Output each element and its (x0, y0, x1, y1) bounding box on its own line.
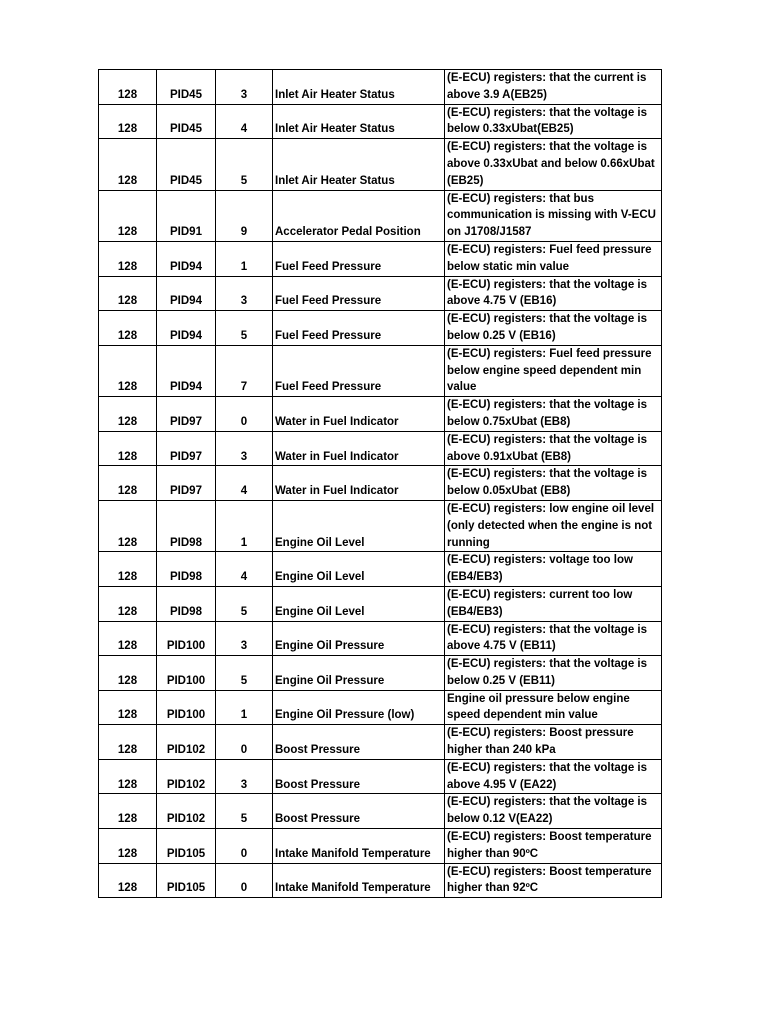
mid-cell: 128 (99, 552, 157, 587)
description-cell: (E-ECU) registers: that the voltage is below 0.25 V (EB11) (445, 656, 662, 691)
fmi-cell: 4 (216, 466, 273, 501)
mid-cell: 128 (99, 311, 157, 346)
table-row (99, 190, 662, 241)
pid-cell: PID100 (157, 621, 216, 656)
description-cell: (E-ECU) registers: that the voltage is above 4.75 V (EB11) (445, 621, 662, 656)
pid-cell: PID98 (157, 552, 216, 587)
mid-cell: 128 (99, 104, 157, 139)
mid-cell: 128 (99, 863, 157, 898)
pid-cell: PID102 (157, 725, 216, 760)
mid-cell: 128 (99, 241, 157, 276)
pid-cell: PID97 (157, 466, 216, 501)
pid-cell: PID100 (157, 656, 216, 691)
mid-cell: 128 (99, 656, 157, 691)
parameter-name-cell: Boost Pressure (273, 725, 445, 760)
pid-cell: PID105 (157, 829, 216, 864)
table-row (99, 725, 662, 760)
parameter-name-cell: Engine Oil Pressure (273, 656, 445, 691)
parameter-name-cell: Engine Oil Pressure (273, 621, 445, 656)
mid-cell: 128 (99, 690, 157, 725)
fmi-cell: 3 (216, 276, 273, 311)
fmi-cell: 3 (216, 431, 273, 466)
pid-cell: PID94 (157, 276, 216, 311)
mid-cell: 128 (99, 725, 157, 760)
pid-cell: PID105 (157, 863, 216, 898)
pid-cell: PID94 (157, 241, 216, 276)
description-cell: (E-ECU) registers: voltage too low (EB4/EB3) (445, 552, 662, 587)
mid-cell: 128 (99, 794, 157, 829)
parameter-name-cell: Fuel Feed Pressure (273, 276, 445, 311)
mid-cell: 128 (99, 345, 157, 396)
table-row (99, 829, 662, 864)
table-row (99, 759, 662, 794)
description-cell: (E-ECU) registers: that the voltage is below 0.05xUbat (EB8) (445, 466, 662, 501)
parameter-name-cell: Boost Pressure (273, 794, 445, 829)
table-row (99, 621, 662, 656)
parameter-name-cell: Engine Oil Level (273, 552, 445, 587)
description-cell: (E-ECU) registers: that the voltage is above 4.95 V (EA22) (445, 759, 662, 794)
description-cell: (E-ECU) registers: Boost temperature higher than 90ºC (445, 829, 662, 864)
description-cell: (E-ECU) registers: that the voltage is below 0.75xUbat (EB8) (445, 397, 662, 432)
pid-cell: PID94 (157, 311, 216, 346)
fmi-cell: 1 (216, 500, 273, 551)
table-row (99, 104, 662, 139)
table-row (99, 656, 662, 691)
pid-cell: PID45 (157, 70, 216, 105)
mid-cell: 128 (99, 276, 157, 311)
parameter-name-cell: Fuel Feed Pressure (273, 241, 445, 276)
table-row (99, 345, 662, 396)
description-cell: (E-ECU) registers: that the current is above 3.9 A(EB25) (445, 70, 662, 105)
description-cell: (E-ECU) registers: Boost pressure higher than 240 kPa (445, 725, 662, 760)
parameter-name-cell: Fuel Feed Pressure (273, 311, 445, 346)
description-cell: (E-ECU) registers: that the voltage is above 0.33xUbat and below 0.66xUbat (EB25) (445, 139, 662, 190)
parameter-name-cell: Water in Fuel Indicator (273, 466, 445, 501)
fmi-cell: 1 (216, 690, 273, 725)
table-row (99, 431, 662, 466)
parameter-name-cell: Engine Oil Level (273, 586, 445, 621)
fault-code-table-body (99, 70, 662, 898)
fmi-cell: 0 (216, 863, 273, 898)
mid-cell: 128 (99, 500, 157, 551)
parameter-name-cell: Inlet Air Heater Status (273, 139, 445, 190)
fault-code-table (98, 69, 662, 898)
fmi-cell: 9 (216, 190, 273, 241)
table-row (99, 397, 662, 432)
mid-cell: 128 (99, 586, 157, 621)
parameter-name-cell: Inlet Air Heater Status (273, 104, 445, 139)
fmi-cell: 5 (216, 586, 273, 621)
fmi-cell: 4 (216, 104, 273, 139)
parameter-name-cell: Engine Oil Pressure (low) (273, 690, 445, 725)
pid-cell: PID97 (157, 431, 216, 466)
table-row (99, 241, 662, 276)
mid-cell: 128 (99, 466, 157, 501)
table-row (99, 466, 662, 501)
table-row (99, 690, 662, 725)
mid-cell: 128 (99, 621, 157, 656)
description-cell: Engine oil pressure below engine speed dependent min value (445, 690, 662, 725)
fmi-cell: 5 (216, 794, 273, 829)
mid-cell: 128 (99, 139, 157, 190)
pid-cell: PID102 (157, 759, 216, 794)
table-row (99, 863, 662, 898)
description-cell: (E-ECU) registers: that the voltage is above 4.75 V (EB16) (445, 276, 662, 311)
table-row (99, 552, 662, 587)
table-row (99, 794, 662, 829)
pid-cell: PID97 (157, 397, 216, 432)
fmi-cell: 3 (216, 621, 273, 656)
pid-cell: PID98 (157, 500, 216, 551)
description-cell: (E-ECU) registers: that the voltage is below 0.12 V(EA22) (445, 794, 662, 829)
parameter-name-cell: Engine Oil Level (273, 500, 445, 551)
table-row (99, 70, 662, 105)
table-row (99, 500, 662, 551)
description-cell: (E-ECU) registers: that the voltage is below 0.25 V (EB16) (445, 311, 662, 346)
mid-cell: 128 (99, 829, 157, 864)
mid-cell: 128 (99, 190, 157, 241)
pid-cell: PID91 (157, 190, 216, 241)
fmi-cell: 7 (216, 345, 273, 396)
parameter-name-cell: Inlet Air Heater Status (273, 70, 445, 105)
description-cell: (E-ECU) registers: Fuel feed pressure below static min value (445, 241, 662, 276)
fmi-cell: 1 (216, 241, 273, 276)
mid-cell: 128 (99, 70, 157, 105)
fmi-cell: 3 (216, 759, 273, 794)
mid-cell: 128 (99, 759, 157, 794)
fmi-cell: 0 (216, 725, 273, 760)
fmi-cell: 0 (216, 829, 273, 864)
parameter-name-cell: Intake Manifold Temperature (273, 829, 445, 864)
fmi-cell: 4 (216, 552, 273, 587)
parameter-name-cell: Boost Pressure (273, 759, 445, 794)
parameter-name-cell: Intake Manifold Temperature (273, 863, 445, 898)
parameter-name-cell: Fuel Feed Pressure (273, 345, 445, 396)
description-cell: (E-ECU) registers: Fuel feed pressure below engine speed dependent min value (445, 345, 662, 396)
fmi-cell: 5 (216, 139, 273, 190)
pid-cell: PID100 (157, 690, 216, 725)
fmi-cell: 5 (216, 656, 273, 691)
pid-cell: PID102 (157, 794, 216, 829)
description-cell: (E-ECU) registers: that the voltage is below 0.33xUbat(EB25) (445, 104, 662, 139)
fmi-cell: 5 (216, 311, 273, 346)
parameter-name-cell: Water in Fuel Indicator (273, 431, 445, 466)
pid-cell: PID98 (157, 586, 216, 621)
description-cell: (E-ECU) registers: Boost temperature higher than 92ºC (445, 863, 662, 898)
mid-cell: 128 (99, 397, 157, 432)
table-row (99, 586, 662, 621)
table-row (99, 276, 662, 311)
fmi-cell: 3 (216, 70, 273, 105)
description-cell: (E-ECU) registers: that bus communication is missing with V-ECU on J1708/J1587 (445, 190, 662, 241)
description-cell: (E-ECU) registers: low engine oil level (only detected when the engine is not running (445, 500, 662, 551)
parameter-name-cell: Water in Fuel Indicator (273, 397, 445, 432)
table-row (99, 139, 662, 190)
table-row (99, 311, 662, 346)
description-cell: (E-ECU) registers: current too low (EB4/EB3) (445, 586, 662, 621)
pid-cell: PID45 (157, 139, 216, 190)
fmi-cell: 0 (216, 397, 273, 432)
parameter-name-cell: Accelerator Pedal Position (273, 190, 445, 241)
mid-cell: 128 (99, 431, 157, 466)
pid-cell: PID94 (157, 345, 216, 396)
pid-cell: PID45 (157, 104, 216, 139)
description-cell: (E-ECU) registers: that the voltage is above 0.91xUbat (EB8) (445, 431, 662, 466)
